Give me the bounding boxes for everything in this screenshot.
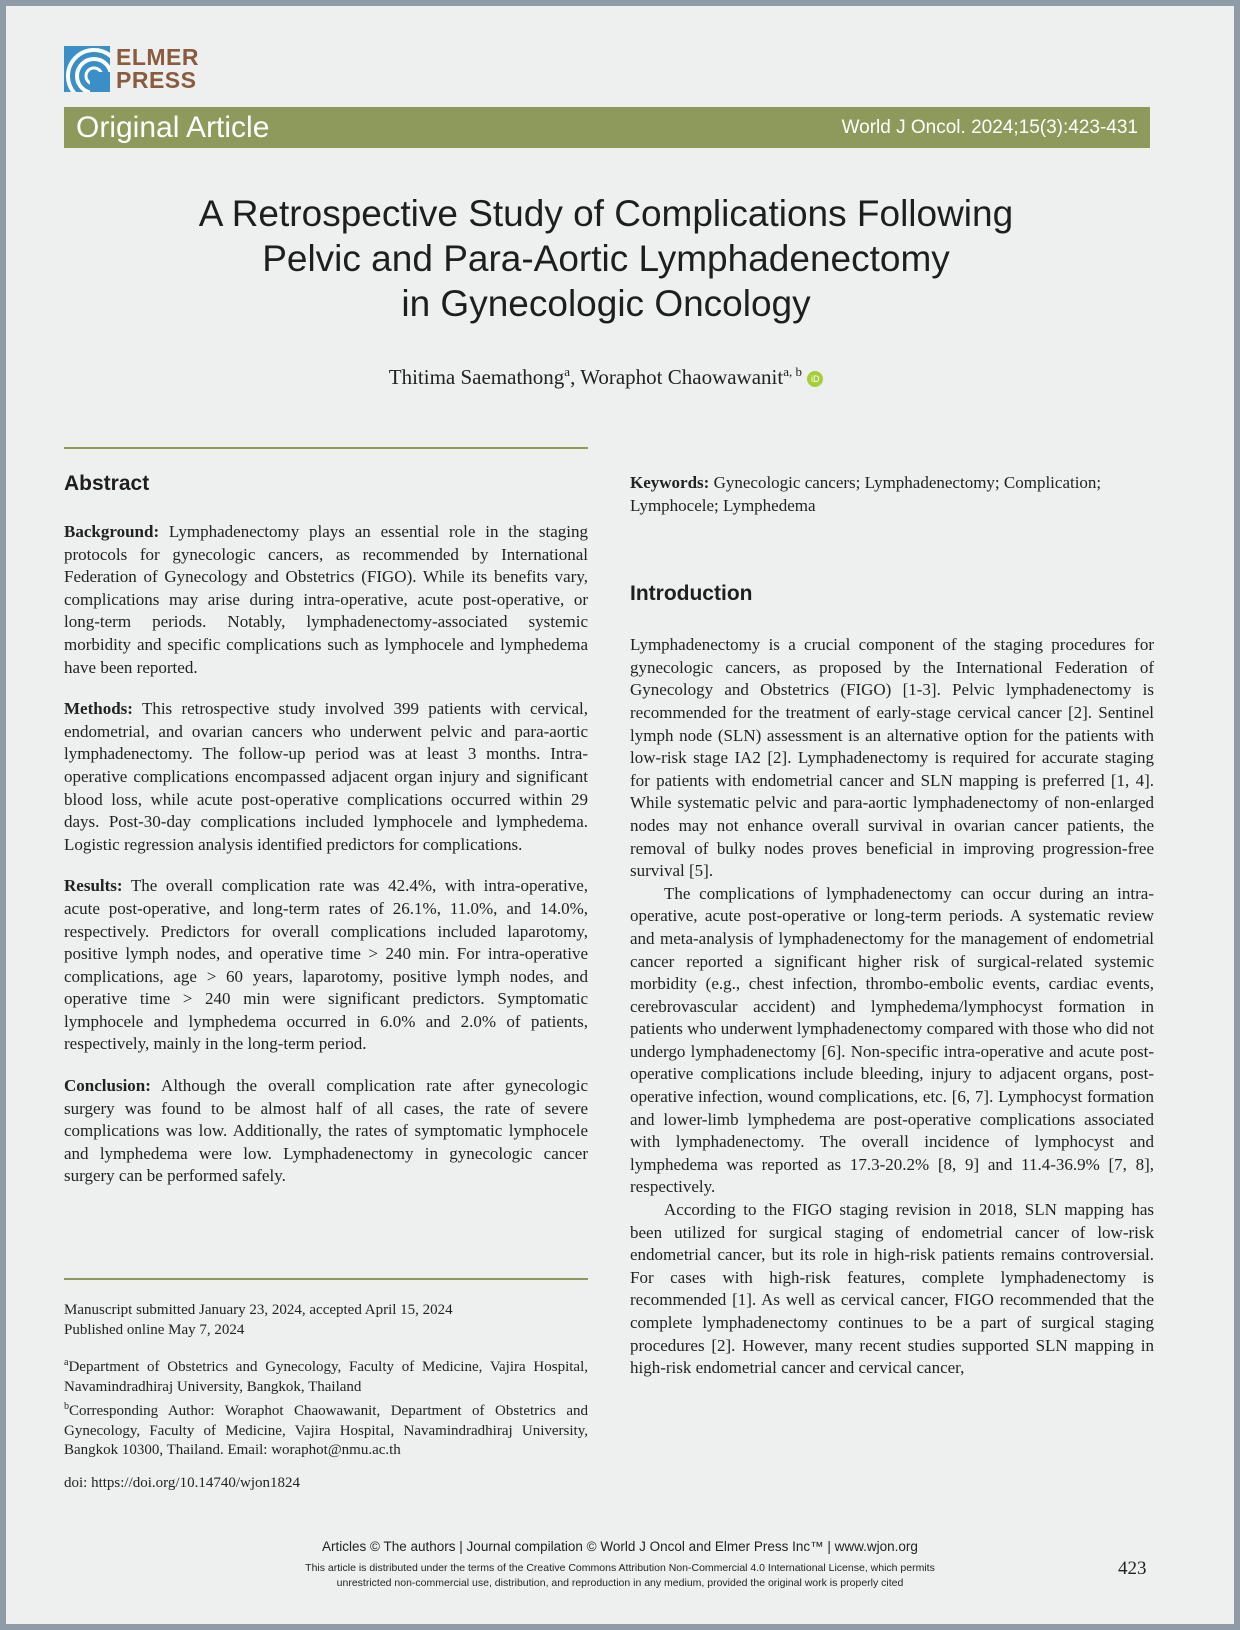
license-line-2: unrestricted non-commercial use, distribution, and reproduction in any medium, provided the original work is properly cited [336,1577,904,1589]
keywords [630,472,1154,517]
page [6,6,1234,1624]
abstract-results [64,875,588,1056]
published-online: Published online May 7, 2024 [64,1321,245,1338]
article-title [126,191,1086,326]
manuscript-submitted: Manuscript submitted January 23, 2024, accepted April 15, 2024 [64,1302,453,1318]
abstract-top-divider [64,447,588,449]
author-affiliation-mark: a, b [783,364,802,379]
background-text: Lymphadenectomy plays an essential role in the staging protocols for gynecologic cancers, as recommended by International Federation of Gynecology and Obstetrics (FIGO). While its benefits vary, complications may arise during intra-operative, acute post-operative, or long-term periods. Notably, lymphadenectomy-associated systemic morbidity and specific complications such as lymphocele and lymphedema have been reported. [64,522,588,677]
affiliation-b [64,1397,588,1461]
affiliation-b-mark: b [64,1401,69,1412]
elmer-press-logo-icon [64,46,110,92]
orcid-icon[interactable]: iD [807,371,823,387]
abstract-conclusion [64,1075,588,1188]
author-name[interactable]: Thitima Saemathong [388,365,565,389]
background-label: Background: [64,522,160,541]
title-line-2: Pelvic and Para-Aortic Lymphadenectomy [262,238,950,279]
intro-paragraph-2: The complications of lymphadenectomy can occur during an intra-operative, acute post-operative or long-term periods. A systematic review and meta-analysis of lymphadenectomy for the management of endometrial cancer reported a significant higher risk of surgical-related systemic morbidity (e.g., chest infection, thrombo-embolic events, cardiac events, cerebrovascular accident) and lymphedema/lymphocyst formation in patients who underwent lymphadenectomy compared with those who did not undergo lymphadenectomy [6]. Non-specific intra-operative and acute post-operative complications include bleeding, injury to adjacent organs, post-operative infection, wound complications, etc. [6, 7]. Lymphocyst formation and lower-limb lymphedema are post-operative complications associated with lymphadenectomy. The overall incidence of lymphocyst and lymphedema was reported as 17.3-20.2% [8, 9] and 11.4-36.9% [7, 8], respectively. [630,883,1154,1197]
results-text: The overall complication rate was 42.4%, with intra-operative, acute post-operative, and long-term rates of 26.1%, 11.0%, and 14.0%, respectively. Predictors for overall complications included laparotomy, positive lymph nodes, and operative time > 240 min. For intra-operative complications, age > 60 years, laparotomy, positive lymph nodes, and operative time > 240 min were significant predictors. Symptomatic lymphocele and lymphedema occurred in 6.0% and 2.0% of patients, respectively, mainly in the long-term period. [64,876,588,1054]
affiliation-a [64,1353,588,1397]
abstract-heading: Abstract [64,472,150,495]
article-notes [64,1301,588,1493]
title-line-1: A Retrospective Study of Complications Following [198,193,1014,234]
footer-license [6,1561,1234,1591]
logo-line-1: ELMER [116,44,199,70]
right-column [630,472,1154,1380]
author-affiliation-mark: a [564,364,571,379]
left-column [64,456,588,1188]
author-name[interactable]: Woraphot Chaowawanit [580,365,784,389]
title-line-3: in Gynecologic Oncology [401,283,811,324]
introduction-heading: Introduction [630,582,753,606]
methods-text: This retrospective study involved 399 patients with cervical, endometrial, and ovarian cancers who underwent pelvic and para-aortic lymphadenectomy. The follow-up period was at least 3 months. Intra-operative complications encompassed adjacent organ injury and significant blood loss, while acute post-operative complications occurred within 29 days. Post-30-day complications included lymphocele and lymphedema. Logistic regression analysis identified predictors for complications. [64,699,588,854]
intro-paragraph-1: Lymphadenectomy is a crucial component of the staging procedures for gynecologic cancers, as proposed by the International Federation of Gynecology and Obstetrics (FIGO) [1-3]. Pelvic lymphadenectomy is recommended for the treatment of early-stage cervical cancer [2]. Sentinel lymph node (SLN) assessment is an alternative option for the patients with low-risk stage IA2 [2]. Lymphadenectomy is required for accurate staging for patients with endometrial cancer and SLN mapping is preferred [1, 4]. While systematic pelvic and para-aortic lymphadenectomy of non-enlarged nodes may not enhance overall survival in ovarian cancer patients, the removal of bulky nodes proves beneficial in improving progression-free survival [5]. [630,635,1154,881]
article-banner [64,107,1150,148]
journal-citation: World J Oncol. 2024;15(3):423-431 [841,116,1138,138]
keywords-text: Gynecologic cancers; Lymphadenectomy; Complication; Lymphocele; Lymphedema [630,473,1102,515]
logo-text [116,46,199,92]
keywords-label: Keywords: [630,473,710,492]
abstract-methods [64,698,588,856]
abstract-background [64,521,588,679]
results-label: Results: [64,876,123,896]
license-line-1: This article is distributed under the terms of the Creative Commons Attribution Non-Commercial 4.0 International License, which permits [305,1562,935,1574]
affiliation-a-text: Department of Obstetrics and Gynecology, Faculty of Medicine, Vajira Hospital, Navamindradhiraj University, Bangkok, Thailand [64,1359,588,1395]
publisher-logo[interactable] [64,46,199,92]
author-list [126,364,1086,390]
footer-copyright: Articles © The authors | Journal compilation © World J Oncol and Elmer Press Inc™ | www.wjon.org [322,1539,918,1554]
doi-link[interactable]: doi: https://doi.org/10.14740/wjon1824 [64,1474,300,1491]
page-number: 423 [1118,1558,1147,1579]
logo-line-2: PRESS [116,67,197,93]
conclusion-text: Although the overall complication rate after gynecologic surgery was found to be almost half of all cases, the rate of severe complications was low. Additionally, the rates of symptomatic lymphocele and lymphedema were low. Lymphadenectomy in gynecologic cancer surgery can be performed safely. [64,1076,588,1186]
abstract-bottom-divider [64,1278,588,1280]
article-type: Original Article [76,110,270,144]
methods-label: Methods: [64,699,133,719]
intro-paragraph-3: According to the FIGO staging revision in 2018, SLN mapping has been utilized for surgical staging of endometrial cancer of low-risk endometrial cancer, but its role in high-risk patients remains controversial. For cases with high-risk features, complete lymphadenectomy is recommended [1]. As well as cervical cancer, FIGO recommended that the complete lymphadenectomy continues to be a part of surgical staging procedures [2]. However, many recent studies supported SLN mapping in high-risk endometrial cancer and cervical cancer, [630,1200,1154,1378]
affiliation-a-mark: a [64,1357,69,1368]
conclusion-label: Conclusion: [64,1076,151,1096]
author-separator: , [570,365,581,389]
affiliation-b-text: Corresponding Author: Woraphot Chaowawanit, Department of Obstetrics and Gynecology, Faculty of Medicine, Vajira Hospital, Navamindradhiraj University, Bangkok 10300, Thailand. Email: woraphot@nmu.ac.th [64,1403,588,1458]
